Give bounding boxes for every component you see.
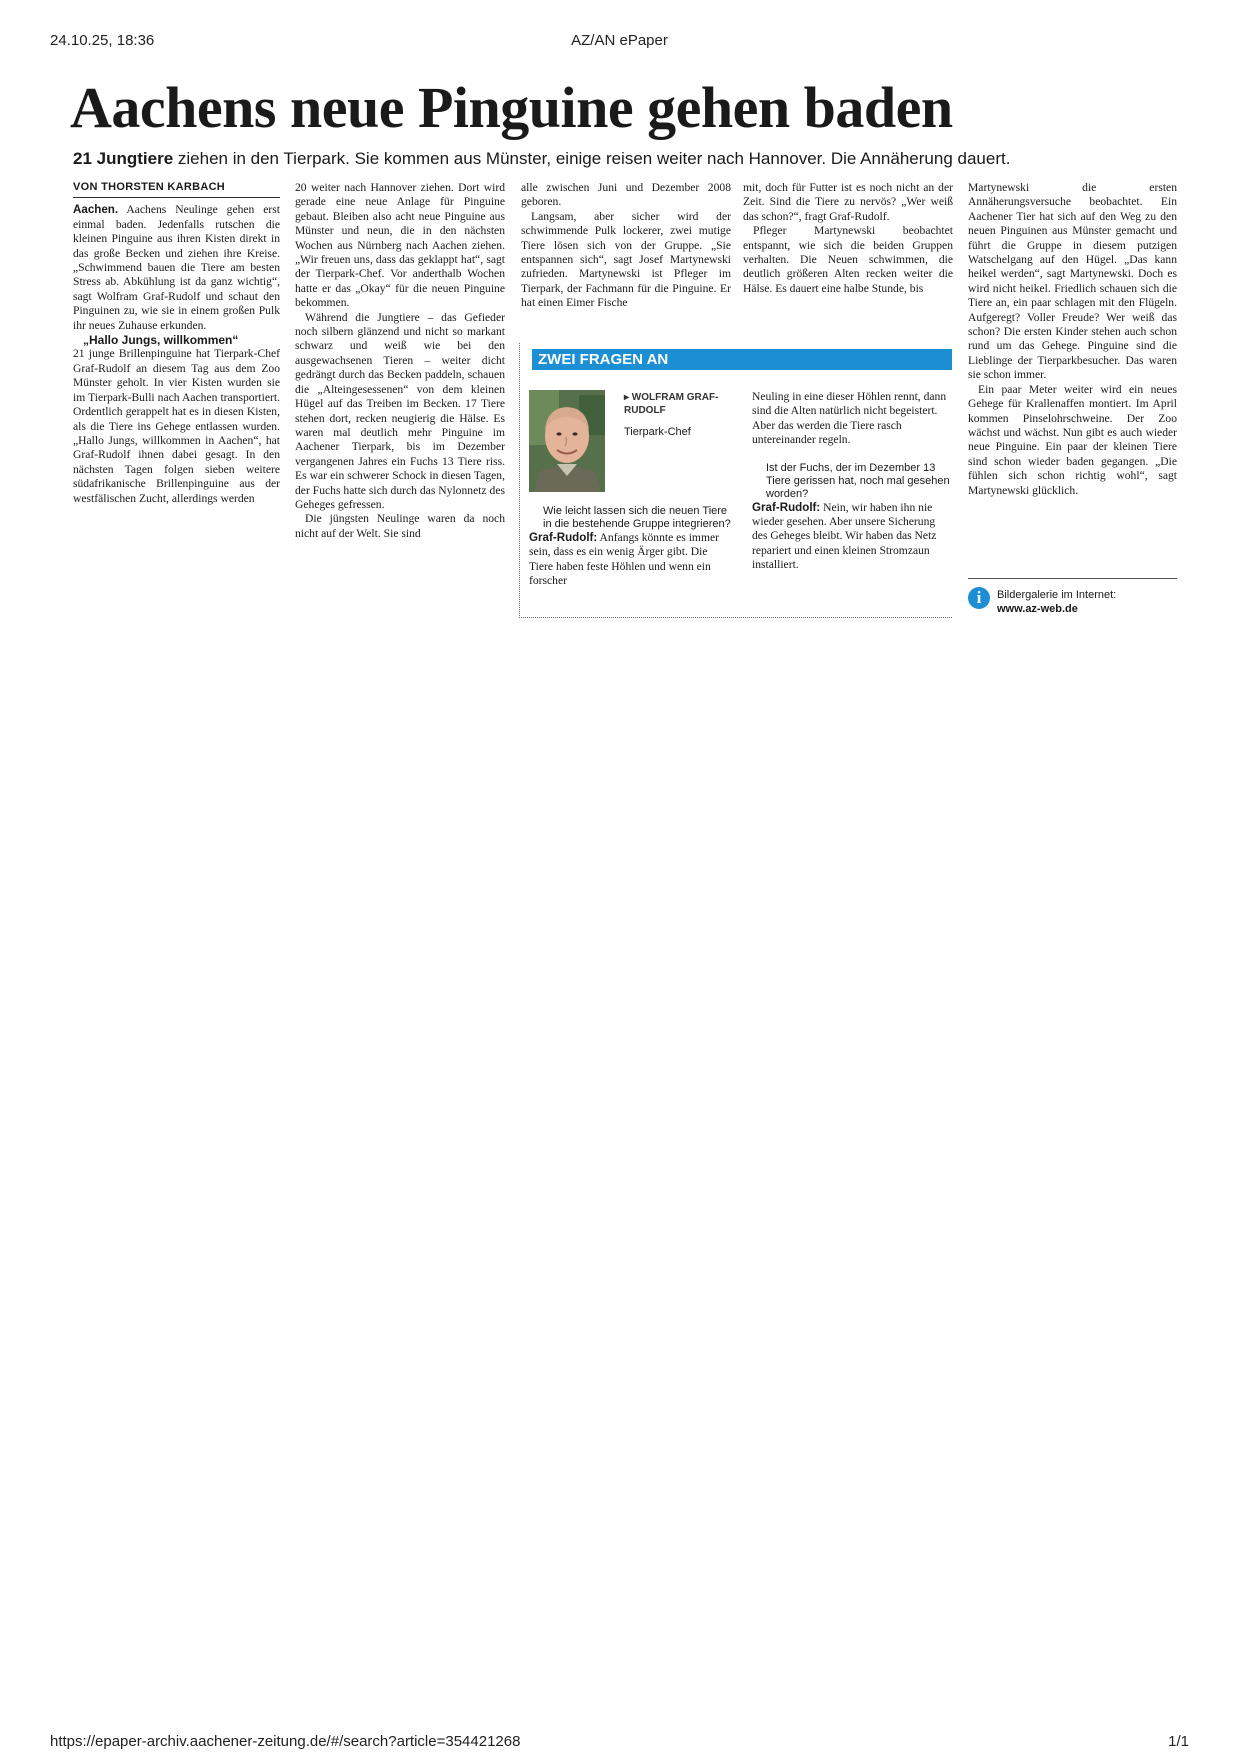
info-icon: i xyxy=(968,587,990,609)
interview-title: ZWEI FRAGEN AN xyxy=(532,349,952,370)
column-4 xyxy=(743,181,953,296)
column-2 xyxy=(295,181,505,541)
subline-text: ziehen in den Tierpark. Sie kommen aus Münster, einige reisen weiter nach Hannover. Die Annäherung dauert. xyxy=(173,149,1011,168)
interview-right xyxy=(752,390,952,573)
info-url[interactable]: www.az-web.de xyxy=(997,603,1078,615)
paragraph-4: Während die Jungtiere – das Gefieder noch silbern glänzend und nicht so markant schwarz und weiß wie bei den ausgewachsenen Tieren – weiter dicht gedrängt durch das Becken paddeln, schauen die „Alteingesessenen“ von dem kleinen Hügel auf das Treiben im Becken. 17 Tiere stehen dort, recken neugierig die Hälse. Es waren mal deutlich mehr Pinguine im Aachener Tierpark, bis im Dezember vergangenen Jahres ein Fuchs 13 Tiere riss. Es war ein schwerer Schock in diesen Tagen, der Fuchs hatte sich durch das Nylonnetz des Geheges gefressen. xyxy=(295,310,505,511)
portrait-photo xyxy=(529,390,605,492)
byline: VON THORSTEN KARBACH xyxy=(73,180,280,198)
answer-1-start xyxy=(529,531,734,589)
paragraph-7: Langsam, aber sicher wird der schwimmende Pulk lockerer, zwei mutige Tiere lösen sich von der Gruppe. „Sie entspannen sich“, sagt Josef Martynewski zufrieden. Martynewski ist Pfleger im Tierpark, der Fachmann für die Pinguine. Er hat einen Eimer Fische xyxy=(521,209,731,310)
subhead: „Hallo Jungs, willkommen“ xyxy=(83,333,239,348)
answer-1-text: Anfangs könnte es immer sein, dass es ein wenig Ärger gibt. Die Tiere haben feste Höhlen und wenn ein forscher xyxy=(529,531,719,588)
interview-left xyxy=(529,505,734,589)
person-name: ▸ WOLFRAM GRAF-RUDOLF xyxy=(624,392,719,416)
info-text xyxy=(997,588,1177,616)
paragraph-6: alle zwischen Juni und Dezember 2008 geboren. xyxy=(521,181,731,209)
info-label: Bildergalerie im Internet: xyxy=(997,589,1117,601)
answer-2-label: Graf-Rudolf: xyxy=(752,500,821,514)
interview-box xyxy=(519,343,952,618)
print-date: 24.10.25, 18:36 xyxy=(50,32,155,49)
paragraph-5: Die jüngsten Neulinge waren da noch nicht auf der Welt. Sie sind xyxy=(295,512,505,540)
info-divider xyxy=(968,578,1177,579)
column-3 xyxy=(521,181,731,311)
paragraph-9: Pfleger Martynewski beobachtet entspannt, wie sich die beiden Gruppen verhalten. Die Neuen schwimmen, die deutlich größeren Alten recken weiter die Hälse. Es dauert eine halbe Stunde, bis xyxy=(743,224,953,295)
answer-1-label: Graf-Rudolf: xyxy=(529,531,598,544)
subline xyxy=(73,148,1173,170)
answer-1-end: Neuling in eine dieser Höhlen rennt, dann sind die Alten natürlich nicht begeistert. Aber das werden die Tiere rasch untereinander regeln. xyxy=(752,390,947,447)
question-2: Ist der Fuchs, der im Dezember 13 Tiere gerissen hat, noch mal gesehen worden? xyxy=(766,461,950,500)
answer-2-text: Nein, wir haben ihn nie wieder gesehen. Aber unsere Sicherung des Geheges bleibt. Wir haben das Netz repariert und einen kleinen Stromzaun installiert. xyxy=(752,500,937,572)
print-url[interactable]: https://epaper-archiv.aachener-zeitung.de/#/search?article=354421268 xyxy=(50,1733,521,1750)
question-1: Wie leicht lassen sich die neuen Tiere in die bestehende Gruppe integrieren? xyxy=(543,505,731,530)
person-meta xyxy=(624,391,734,438)
answer-2 xyxy=(752,501,952,573)
paragraph-1 xyxy=(73,203,280,333)
print-title: AZ/AN ePaper xyxy=(571,32,668,49)
paragraph-1-text: Aachens Neulinge gehen erst einmal baden. Jedenfalls rutschen die kleinen Pinguine aus ihren Kisten direkt in das große Becken und ziehen ihre Kreise. „Schwimmend bauen die Tiere am besten Stress ab. Abkühlung ist da ganz wichtig“, sagt Wolfram Graf-Rudolf und schaut den Pinguinen zu, wie sie in einem großen Pulk ihr neues Zuhause erkunden. xyxy=(73,203,280,332)
paragraph-10: Martynewski die ersten Annäherungsversuche beobachtet. Ein Aachener Tier hat sich auf den Weg zu den neuen Pinguinen aus Münster gemacht und führt die Gruppe in diesem putzigen Watschelgang auf den Hügel. „Das kann heikel werden“, sagt Martynewski. Doch es wird nicht heikel. Friedlich schauen sich die Tiere an, ein paar schlagen mit den Flügeln. Aufgeregt? Voller Freude? Wer weiß das schon? Die ersten Kinder stehen auch schon rund um das Gehege. Pinguine sind die Lieblinge der Tierparkbesucher. Das waren sie schon immer. xyxy=(968,181,1177,382)
headline: Aachens neue Pinguine gehen baden xyxy=(70,75,953,140)
person-role: Tierpark-Chef xyxy=(624,426,691,438)
paragraph-2: 21 junge Brillenpinguine hat Tierpark-Chef Graf-Rudolf an diesem Tag aus dem Zoo Münster geholt. In vier Kisten wurden sie im Tierpark-Bulli nach Aachen transportiert. Ordentlich gerappelt hat es in diesen Kisten, als die Tiere ins Gehege entlassen wurden. „Hallo Jungs, willkommen in Aachen“, hat Graf-Rudolf ihnen dabei gesagt. In den nächsten Tagen folgen sieben weitere südafrikanische Brillenpinguine aus der westfälischen Zucht, allerdings werden xyxy=(73,347,280,505)
column-5 xyxy=(968,181,1177,498)
page-number: 1/1 xyxy=(1168,1733,1189,1750)
paragraph-11: Ein paar Meter weiter wird ein neues Gehege für Krallenaffen montiert. Im April kommen Pinselohrschweine. Der Zoo wächst und wächst. Nun gibt es auch wieder neue Pinguine. Ein paar der kleinen Tiere sind schon wieder baden gegangen. „Die fühlen sich schon richtig wohl“, sagt Martynewski glücklich. xyxy=(968,382,1177,497)
paragraph-8: mit, doch für Futter ist es noch nicht an der Zeit. Sind die Tiere zu nervös? „Wer weiß das schon?“, fragt Graf-Rudolf. xyxy=(743,181,953,223)
column-1 xyxy=(73,180,280,506)
paragraph-3: 20 weiter nach Hannover ziehen. Dort wird gerade eine neue Anlage für Pinguine gebaut. Bleiben also acht neue Pinguine aus Münster und neun, die in den nächsten Wochen aus Nürnberg nach Aachen ziehen. „Wir freuen uns, dass das geklappt hat“, sagt der Tierpark-Chef. Vor anderthalb Wochen hatte er das „Okay“ für die neuen Pinguine bekommen. xyxy=(295,181,505,310)
dateline: Aachen. xyxy=(73,203,119,217)
portrait-image xyxy=(529,390,605,492)
subline-bold: 21 Jungtiere xyxy=(73,149,174,168)
